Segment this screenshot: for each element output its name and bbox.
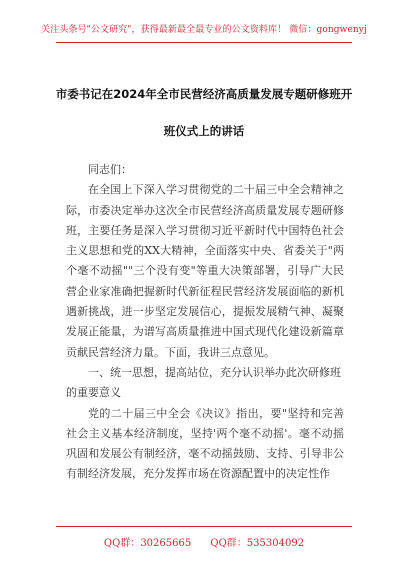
header-banner: 关注头条号"公文研究"，获得最新最全最专业的公文资料库！ 微信：gongwenyj [41,25,367,35]
document-body [66,160,344,485]
paragraph-intro: 在全国上下深入学习贯彻党的二十届三中全会精神之际，市委决定举办这次全市民营经济高质量发展专题研修班，主要任务是深入学习贯彻习近平新时代中国特色社会主义思想和党的XX大精神，全面落实中央、省委关于"两个毫不动摇""三个没有变"等重大决策部署，引导广大民营企业家准确把握新时代新征程民营经济发展面临的新机遇新挑战，进一步坚定发展信心，提振发展精气神、凝聚发展正能量，为谱写高质量推进中国式现代化建设新篇章贡献民营经济力量。下面，我讲三点意见。 [66,183,344,359]
paragraph-section1: 党的二十届三中全会《决议》指出，要"坚持和完善社会主义基本经济制度，坚持'两个毫不动摇'。毫不动摇巩固和发展公有制经济，毫不动摇鼓励、支持、引导非公有制经济发展，充分发挥市场在资源配置中的决定性作 [66,406,344,481]
document-title-line1: 市委书记在2024年全市民营经济高质量发展专题研修班开 [55,87,353,101]
section1-heading-line2: 的重要意义 [66,386,121,400]
section1-heading-line1: 一、统一思想，提高站位，充分认识举办此次研修班 [88,365,341,379]
footer-qq-group-1: QQ群：30265665 [103,538,192,549]
footer-qq-group-2: QQ群：535304092 [210,538,305,549]
document-title-line2: 班仪式上的讲话 [163,124,245,138]
footer [0,534,408,549]
footer-divider [56,526,352,527]
salutation: 同志们： [88,163,132,176]
header-divider [56,42,352,43]
